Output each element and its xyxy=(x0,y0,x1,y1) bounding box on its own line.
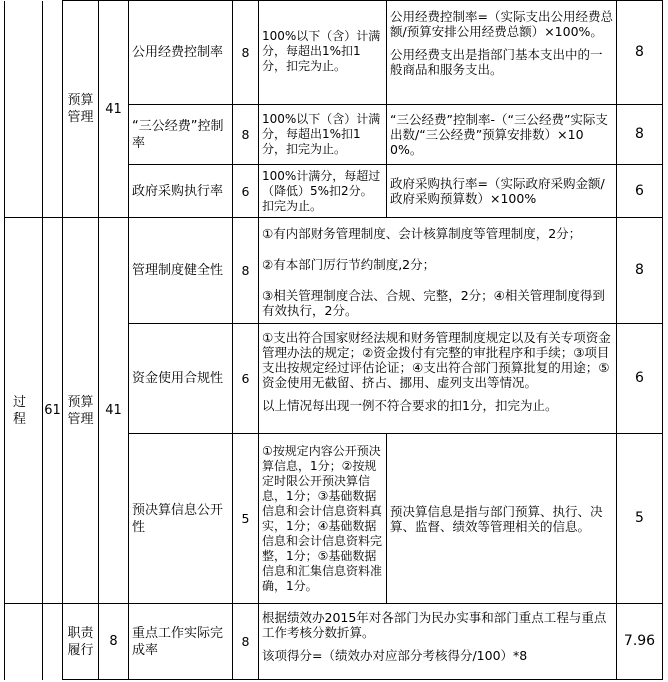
table-row xyxy=(5,1,663,105)
scoring-standard: ①按规定内容公开预决算信息，1分；②按规定时限公开预决算信息，1分；③基础数据信息和会计信息资料真实，1分；④基础数据信息和会计信息资料完整，1分；⑤基础数据信息和汇集信息资料准确，1分。 xyxy=(259,434,387,604)
indicator-name: 管理制度健全性 xyxy=(129,218,233,324)
duty-section-weight: 8 xyxy=(99,604,129,680)
criteria-detail: ①支出符合国家财经法规和财务管理制度规定以及有关专项资金管理办法的规定；②资金拨付有完整的审批程序和手续；③项目支出按规定经过评估论证；④支出符合部门预算批复的用途；⑤资金使用无截留、挤占、挪用、虚列支出等情况。 xyxy=(262,330,611,390)
duty-section-label: 职责履行 xyxy=(63,604,99,680)
score-value: 8 xyxy=(617,105,663,165)
formula-text: 公用经费控制率=（实际支出公用经费总额/预算安排公用经费总额）×100%。 xyxy=(390,9,613,39)
indicator-points: 6 xyxy=(233,324,259,434)
process-section-weight: 61 xyxy=(43,218,63,604)
formula-text: 预决算信息是指与部门预算、执行、决算、监督、绩效等管理相关的信息。 xyxy=(387,434,617,604)
evaluation-table xyxy=(4,0,663,680)
indicator-name: 预决算信息公开性 xyxy=(129,434,233,604)
formula-text: 政府采购执行率=（实际政府采购金额/政府采购预算数）×100% xyxy=(387,165,617,218)
score-value: 5 xyxy=(617,434,663,604)
indicator-name: 政府采购执行率 xyxy=(129,165,233,218)
score-value: 8 xyxy=(617,218,663,324)
indicator-name: 资金使用合规性 xyxy=(129,324,233,434)
indicator-points: 8 xyxy=(233,105,259,165)
formula-text: 该项得分=（绩效办对应部分考核得分/100）*8 xyxy=(262,648,528,663)
score-value: 6 xyxy=(617,165,663,218)
criteria-cell xyxy=(259,604,617,680)
scoring-standard: 100%计满分，每超过（降低）5%扣2分。扣完为止。 xyxy=(259,165,387,218)
indicator-points: 8 xyxy=(233,604,259,680)
criteria-detail: 根据绩效办2015年对各部门为民办实事和部门重点工程与重点工作考核分数折算。 xyxy=(262,610,607,640)
budget-section-label: 预算管理 xyxy=(63,218,99,604)
criteria-cell xyxy=(259,324,617,434)
indicator-points: 6 xyxy=(233,165,259,218)
indicator-points: 8 xyxy=(233,1,259,105)
indicator-name: 公用经费控制率 xyxy=(129,1,233,105)
indicator-points: 5 xyxy=(233,434,259,604)
criteria-item: ①有内部财务管理制度、会计核算制度等管理制度，2分； xyxy=(262,226,582,241)
formula-note: 公用经费支出是指部门基本支出中的一般商品和服务支出。 xyxy=(390,47,603,77)
formula-cell xyxy=(387,1,617,105)
formula-text: “三公经费”控制率-（“三公经费”实际支出数/“三公经费”预算安排数）×100%。 xyxy=(387,105,617,165)
process-label: 过程 xyxy=(12,394,34,427)
criteria-item: ②有本部门厉行节约制度,2分； xyxy=(262,257,436,272)
scoring-standard: 100%以下（含）计满分，每超出1%扣1分，扣完为止。 xyxy=(259,105,387,165)
scoring-standard: 100%以下（含）计满分，每超出1%扣1分，扣完为止。 xyxy=(259,1,387,105)
score-value: 7.96 xyxy=(617,604,663,680)
score-value: 6 xyxy=(617,324,663,434)
weight-cell-bottom xyxy=(43,604,63,680)
category-cell-bottom xyxy=(5,604,43,680)
category-cell-top xyxy=(5,1,43,218)
criteria-item: ③相关管理制度合法、合规、完整，2分；④相关管理制度得到有效执行，2分。 xyxy=(262,288,605,318)
indicator-name: “三公经费”控制率 xyxy=(129,105,233,165)
indicator-name: 重点工作实际完成率 xyxy=(129,604,233,680)
score-value: 8 xyxy=(617,1,663,105)
weight-cell-top xyxy=(43,1,63,218)
budget-section-weight: 41 xyxy=(99,218,129,604)
budget-section-label: 预算管理 xyxy=(63,1,99,218)
indicator-points: 8 xyxy=(233,218,259,324)
deduction-rule: 以上情况每出现一例不符合要求的扣1分，扣完为止。 xyxy=(262,398,558,413)
table-row xyxy=(5,218,663,324)
process-section-label xyxy=(5,218,43,604)
budget-section-weight: 41 xyxy=(99,1,129,218)
table-row xyxy=(5,604,663,680)
criteria-cell xyxy=(259,218,617,324)
